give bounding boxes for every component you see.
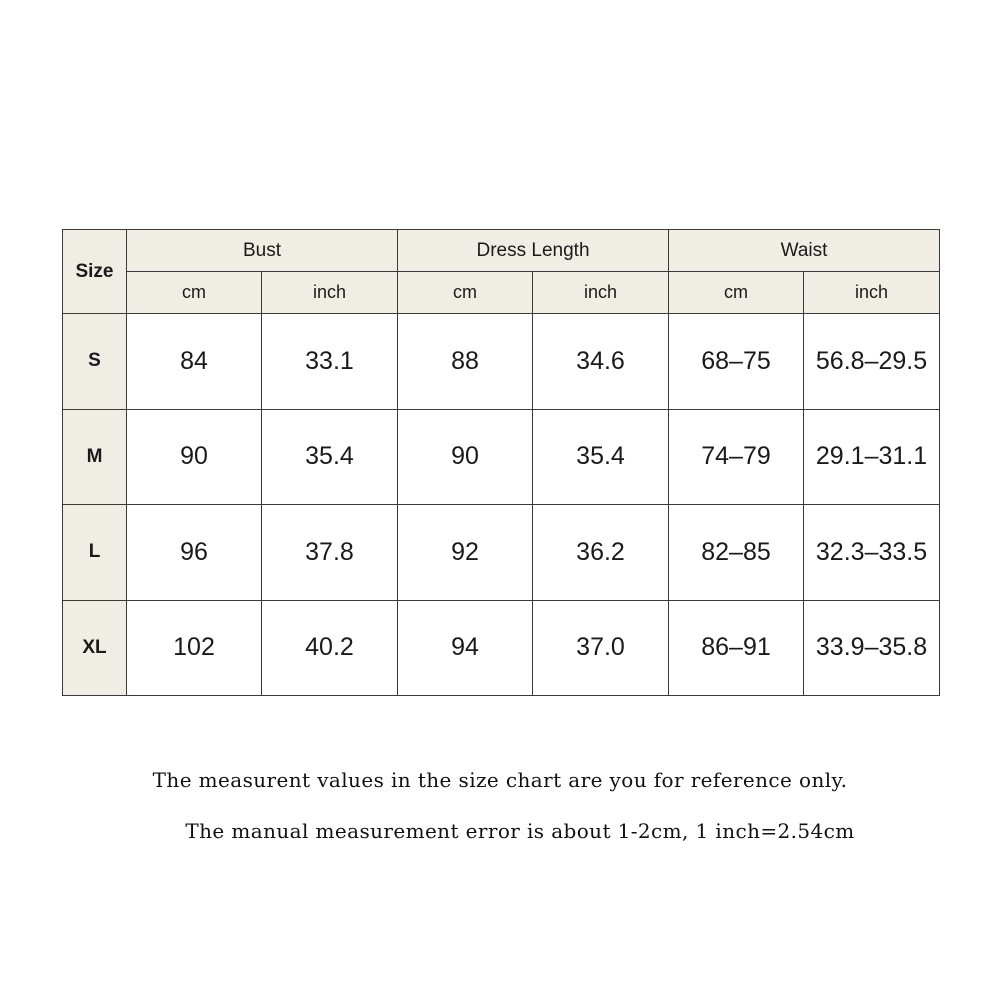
- bust-inch-value: 37.8: [262, 505, 398, 601]
- reference-note: The measurent values in the size chart are you for reference only.: [152, 768, 848, 792]
- size-header: Size: [63, 230, 127, 314]
- waist-inch-value: 29.1–31.1: [804, 409, 940, 505]
- size-label: M: [63, 409, 127, 505]
- dress-length-cm-value: 88: [398, 314, 533, 410]
- size-label: XL: [63, 600, 127, 696]
- waist-cm-value: 68–75: [669, 314, 804, 410]
- table-row: [63, 505, 940, 601]
- table-row: [63, 600, 940, 696]
- dress-length-cm-header: cm: [398, 272, 533, 314]
- dress-length-inch-value: 37.0: [533, 600, 669, 696]
- waist-header: Waist: [669, 230, 940, 272]
- table-row: [63, 409, 940, 505]
- dress-length-cm-value: 94: [398, 600, 533, 696]
- size-chart: [62, 229, 939, 696]
- bust-cm-value: 102: [127, 600, 262, 696]
- bust-cm-value: 84: [127, 314, 262, 410]
- bust-cm-value: 96: [127, 505, 262, 601]
- bust-cm-value: 90: [127, 409, 262, 505]
- dress-length-inch-header: inch: [533, 272, 669, 314]
- dress-length-inch-value: 36.2: [533, 505, 669, 601]
- size-label: L: [63, 505, 127, 601]
- table-row: [63, 314, 940, 410]
- bust-inch-value: 35.4: [262, 409, 398, 505]
- bust-cm-header: cm: [127, 272, 262, 314]
- bust-inch-value: 40.2: [262, 600, 398, 696]
- dress-length-inch-value: 34.6: [533, 314, 669, 410]
- dress-length-inch-value: 35.4: [533, 409, 669, 505]
- size-label: S: [63, 314, 127, 410]
- measurement-error-note: The manual measurement error is about 1-2cm, 1 inch=2.54cm: [185, 819, 855, 843]
- dress-length-cm-value: 92: [398, 505, 533, 601]
- waist-inch-value: 33.9–35.8: [804, 600, 940, 696]
- size-table: [62, 229, 940, 696]
- dress-length-header: Dress Length: [398, 230, 669, 272]
- bust-header: Bust: [127, 230, 398, 272]
- waist-cm-value: 82–85: [669, 505, 804, 601]
- waist-inch-value: 32.3–33.5: [804, 505, 940, 601]
- dress-length-cm-value: 90: [398, 409, 533, 505]
- bust-inch-value: 33.1: [262, 314, 398, 410]
- waist-cm-value: 74–79: [669, 409, 804, 505]
- waist-cm-header: cm: [669, 272, 804, 314]
- waist-inch-header: inch: [804, 272, 940, 314]
- waist-inch-value: 56.8–29.5: [804, 314, 940, 410]
- waist-cm-value: 86–91: [669, 600, 804, 696]
- bust-inch-header: inch: [262, 272, 398, 314]
